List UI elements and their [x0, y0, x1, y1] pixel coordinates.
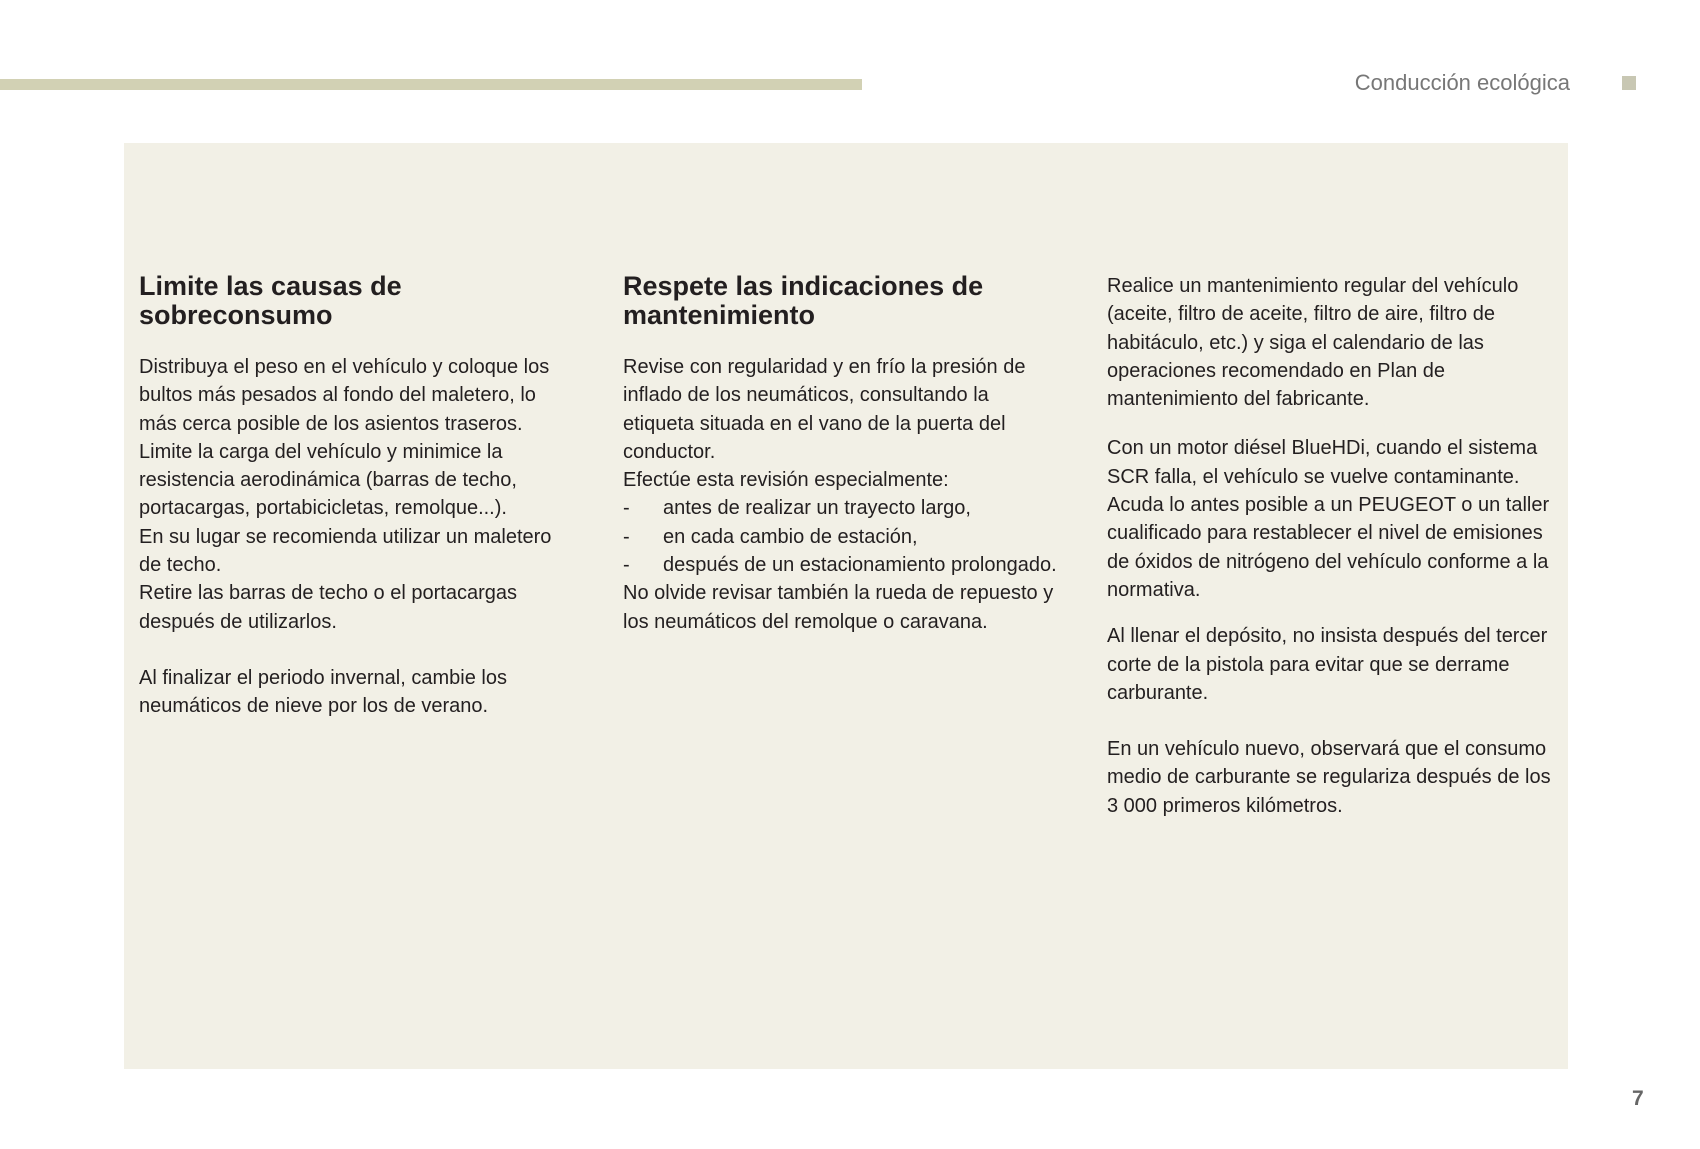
list-item	[623, 523, 1063, 551]
header-accent-bar	[0, 79, 862, 90]
column-tips	[1107, 272, 1557, 820]
paragraph: Realice un mantenimiento regular del vehículo (aceite, filtro de aceite, filtro de aire, filtro de habitáculo, etc.) y siga el calendario de las operaciones recomendado en Plan de mantenimiento del fabricante.	[1107, 275, 1519, 411]
paragraph: Limite la carga del vehículo y minimice la resistencia aerodinámica (barras de techo, portacargas, portabicicletas, remolque...).	[139, 440, 517, 520]
heading-maintenance: Respete las indicaciones de mantenimiento	[623, 271, 984, 330]
list-item-text: en cada cambio de estación,	[663, 525, 918, 548]
list-item-text: después de un estacionamiento prolongado.	[663, 554, 1057, 577]
dash-marker: -	[623, 554, 630, 577]
bullet-list	[623, 494, 1063, 579]
section-title: Conducción ecológica	[1354, 70, 1570, 95]
heading-consumption: Limite las causas de sobreconsumo	[139, 271, 402, 330]
paragraph: En un vehículo nuevo, observará que el consumo medio de carburante se regulariza después de los 3 000 primeros kilómetros.	[1107, 738, 1551, 817]
paragraph: No olvide revisar también la rueda de repuesto y los neumáticos del remolque o caravana.	[623, 582, 1054, 633]
list-item	[623, 551, 1063, 579]
list-intro: Efectúe esta revisión especialmente:	[623, 469, 949, 492]
paragraph: Al llenar el depósito, no insista después del tercer corte de la pistola para evitar que se derrame carburante.	[1107, 625, 1548, 704]
section-marker-square	[1622, 76, 1636, 90]
paragraph: Al finalizar el periodo invernal, cambie los neumáticos de nieve por los de verano.	[139, 666, 507, 718]
dash-marker: -	[623, 525, 630, 548]
list-item-text: antes de realizar un trayecto largo,	[663, 497, 971, 520]
paragraph: Retire las barras de techo o el portacargas después de utilizarlos.	[139, 582, 517, 633]
paragraph: Revise con regularidad y en frío la presión de inflado de los neumáticos, consultando la etiqueta situada en el vano de la puerta del conductor.	[623, 356, 1026, 463]
list-item	[623, 494, 1063, 522]
column-consumption	[139, 272, 579, 721]
paragraph: En su lugar se recomienda utilizar un maletero de techo.	[139, 525, 552, 577]
paragraph: Con un motor diésel BlueHDi, cuando el sistema SCR falla, el vehículo se vuelve contaminante. Acuda lo antes posible a un PEUGEOT o un taller cualificado para restablecer el nivel de emisiones de óxidos de nitrógeno del vehículo conforme a la normativa.	[1107, 437, 1550, 601]
paragraph: Distribuya el peso en el vehículo y coloque los bultos más pesados al fondo del maletero, lo más cerca posible de los asientos traseros.	[139, 356, 550, 435]
page-number: 7	[1632, 1087, 1644, 1110]
dash-marker: -	[623, 497, 630, 520]
column-maintenance	[623, 272, 1063, 636]
